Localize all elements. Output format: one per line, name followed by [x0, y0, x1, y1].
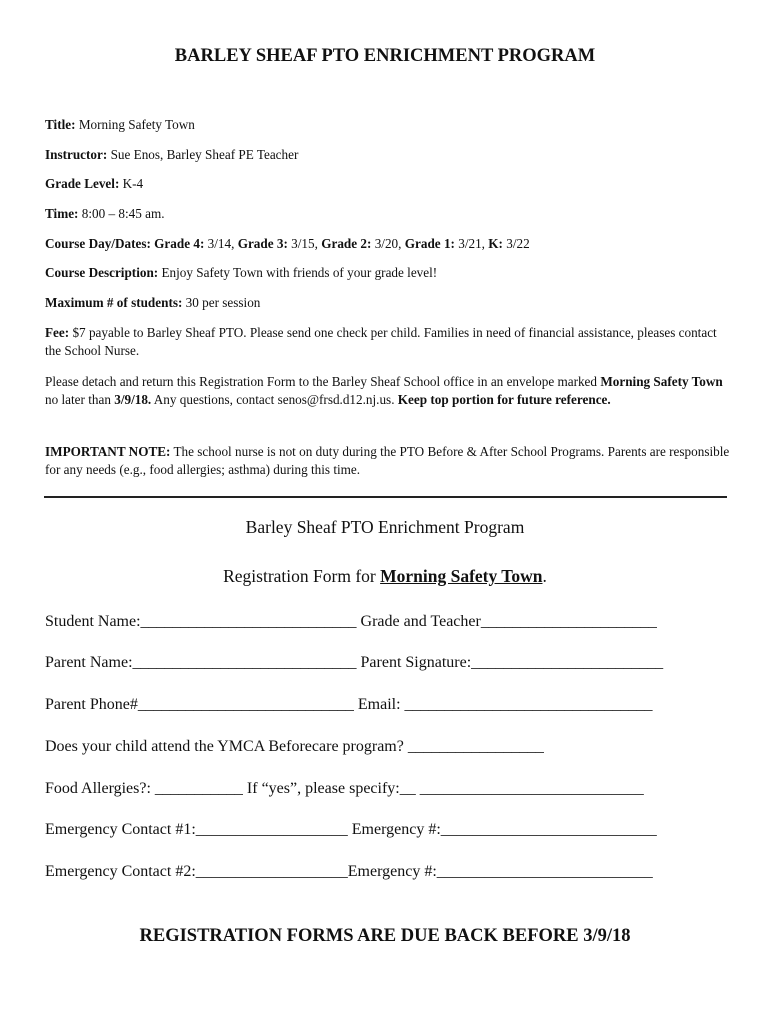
important-note-label: IMPORTANT NOTE:	[45, 444, 171, 459]
grade1-label: Grade 1:	[404, 236, 455, 251]
fee-value: $7 payable to Barley Sheaf PTO. Please send one check per child. Families in need of financial assistance, pleases contact the School Nurse.	[45, 325, 717, 358]
return-text-3: Any questions, contact senos@frsd.d12.nj.us.	[151, 392, 398, 407]
course-dates-label: Course Day/Dates:	[45, 236, 151, 251]
instructor-label: Instructor:	[45, 147, 108, 162]
course-description-value: Enjoy Safety Town with friends of your grade level!	[158, 265, 438, 280]
ymca-beforecare-field[interactable]: Does your child attend the YMCA Beforecare program? _________________	[45, 738, 544, 755]
max-students-line	[45, 294, 735, 312]
important-note	[45, 443, 735, 479]
k-date: 3/22	[502, 236, 530, 251]
fee-label: Fee:	[45, 325, 70, 340]
grade3-label: Grade 3:	[237, 236, 288, 251]
grade-level-value: K-4	[119, 176, 144, 191]
registration-prefix: Registration Form for	[223, 566, 381, 586]
instructor-line	[45, 146, 735, 164]
return-text-2: no later than	[45, 392, 115, 407]
time-label: Time:	[45, 206, 79, 221]
parent-phone-email-fields[interactable]: Parent Phone#___________________________ Email: _______________________________	[45, 696, 653, 713]
important-note-text: The school nurse is not on duty during the PTO Before & After School Programs. Parents are responsible for any needs (e.g., food allergies; asthma) during this time.	[45, 444, 730, 477]
grade3-date: 3/15,	[287, 236, 322, 251]
grade2-label: Grade 2:	[321, 236, 372, 251]
grade-level-label: Grade Level:	[45, 176, 120, 191]
parent-name-signature-fields[interactable]: Parent Name:____________________________ Parent Signature:________________________	[45, 654, 664, 671]
return-envelope-label: Morning Safety Town	[600, 374, 723, 389]
keep-top-portion-note: Keep top portion for future reference.	[397, 392, 611, 407]
max-students-value: 30 per session	[182, 295, 261, 310]
form-program-title: Barley Sheaf PTO Enrichment Program	[245, 517, 525, 537]
return-deadline: 3/9/18.	[114, 392, 152, 407]
page-title: BARLEY SHEAF PTO ENRICHMENT PROGRAM	[174, 46, 596, 66]
k-label: K:	[488, 236, 503, 251]
grade4-date: 3/14,	[204, 236, 238, 251]
course-description-line	[45, 264, 735, 282]
instructor-value: Sue Enos, Barley Sheaf PE Teacher	[107, 147, 299, 162]
title-value: Morning Safety Town	[75, 117, 195, 132]
time-value: 8:00 – 8:45 am.	[78, 206, 165, 221]
title-label: Title:	[45, 117, 76, 132]
detach-divider	[44, 496, 727, 498]
title-line	[45, 116, 735, 134]
grade4-label: Grade 4:	[150, 236, 205, 251]
time-line	[45, 205, 735, 223]
fee-paragraph	[45, 324, 735, 360]
grade2-date: 3/20,	[371, 236, 405, 251]
grade-level-line	[45, 175, 735, 193]
due-date-footer: REGISTRATION FORMS ARE DUE BACK BEFORE 3/9/18	[139, 926, 631, 946]
return-text-1: Please detach and return this Registration Form to the Barley Sheaf School office in an envelope marked	[45, 374, 601, 389]
registration-suffix: .	[542, 566, 547, 586]
course-description-label: Course Description:	[45, 265, 159, 280]
max-students-label: Maximum # of students:	[45, 295, 183, 310]
registration-program-name: Morning Safety Town	[380, 566, 543, 586]
student-name-grade-teacher-fields[interactable]: Student Name:___________________________ Grade and Teacher______________________	[45, 613, 657, 630]
food-allergies-fields[interactable]: Food Allergies?: ___________ If “yes”, please specify:__ ____________________________	[45, 780, 644, 797]
return-instructions	[45, 373, 735, 409]
emergency-contact-2-fields[interactable]: Emergency Contact #2:___________________Emergency #:___________________________	[45, 863, 653, 880]
course-dates-line	[45, 235, 735, 253]
emergency-contact-1-fields[interactable]: Emergency Contact #1:___________________ Emergency #:___________________________	[45, 821, 657, 838]
registration-form-heading	[0, 566, 770, 587]
grade1-date: 3/21,	[454, 236, 489, 251]
